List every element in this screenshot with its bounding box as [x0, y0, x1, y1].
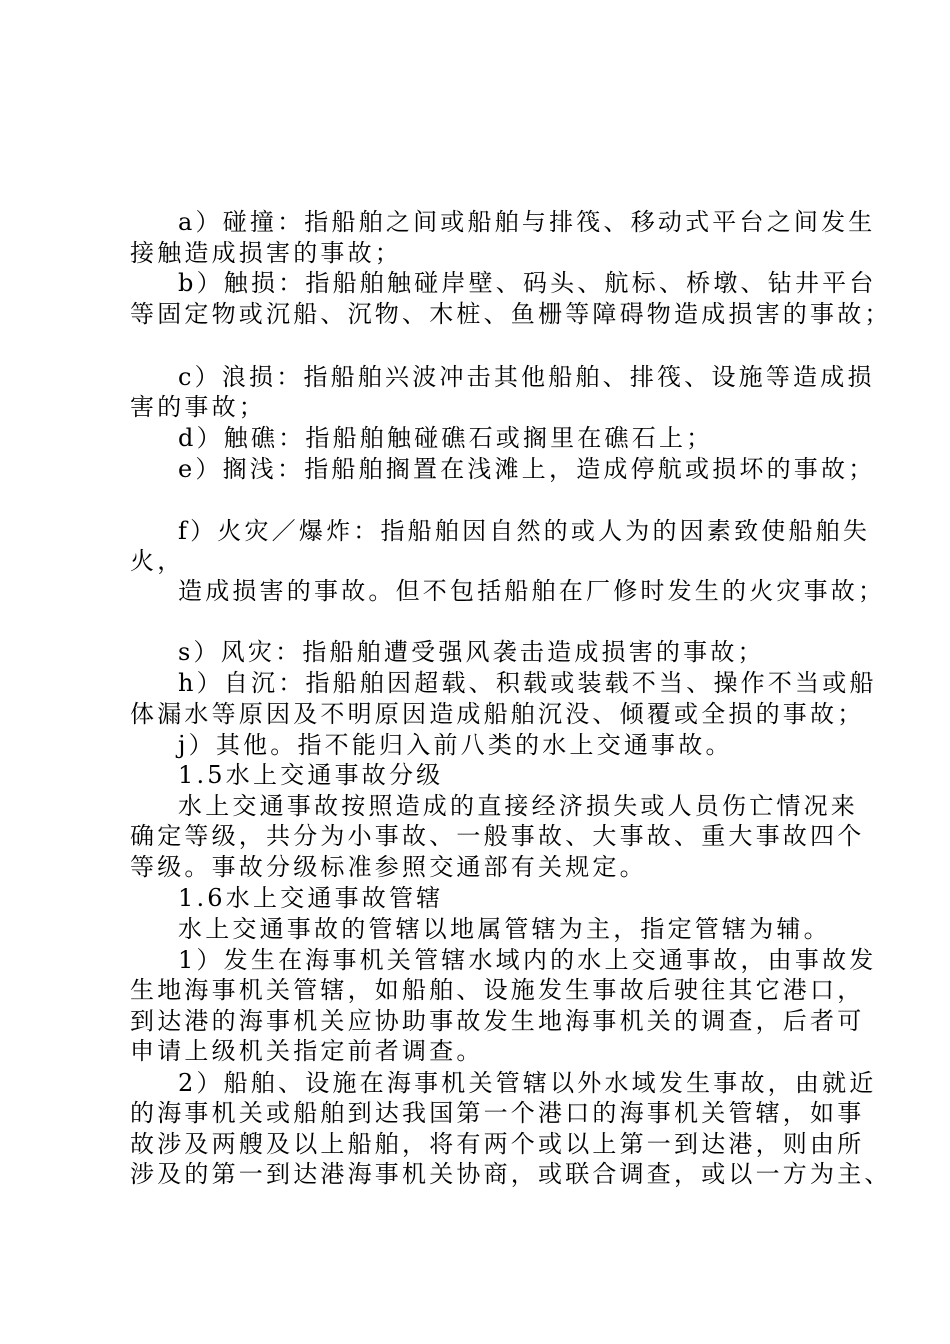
paragraph-jurisdiction-1-line-4: 申请上级机关指定前者调查。: [130, 1037, 484, 1065]
section-heading-1-6: 1.6水上交通事故管辖: [178, 884, 444, 912]
paragraph-fire-line-3: 造成损害的事故。但不包括船舶在厂修时发生的火灾事故；: [178, 577, 886, 605]
paragraph-collision-line-1: a）碰撞：指船舶之间或船舶与排筏、移动式平台之间发生: [178, 208, 876, 236]
paragraph-self-sinking-line-1: h）自沉：指船舶因超载、积载或装载不当、操作不当或船: [178, 669, 877, 697]
paragraph-collision-line-2: 接触造成损害的事故；: [130, 239, 402, 267]
paragraph-classification-line-1: 水上交通事故按照造成的直接经济损失或人员伤亡情况来: [178, 792, 858, 820]
paragraph-fire-line-1: f）火灾／爆炸：指船舶因自然的或人为的因素致使船舶失: [178, 517, 871, 545]
paragraph-contact-damage-line-2: 等固定物或沉船、沉物、木桩、鱼栅等障碍物造成损害的事故；: [130, 300, 892, 328]
paragraph-jurisdiction-2-line-2: 的海事机关或船舶到达我国第一个港口的海事机关管辖，如事: [130, 1099, 865, 1127]
paragraph-reef-strike: d）触礁：指船舶触碰礁石或搁里在礁石上；: [178, 424, 714, 452]
paragraph-jurisdiction-1-line-2: 生地海事机关管辖，如船舶、设施发生事故后驶往其它港口，: [130, 976, 865, 1004]
section-heading-1-5: 1.5水上交通事故分级: [178, 761, 444, 789]
paragraph-classification-line-3: 等级。事故分级标准参照交通部有关规定。: [130, 853, 647, 881]
paragraph-classification-line-2: 确定等级，共分为小事故、一般事故、大事故、重大事故四个: [130, 822, 865, 850]
paragraph-jurisdiction-1-line-3: 到达港的海事机关应协助事故发生地海事机关的调查，后者可: [130, 1007, 865, 1035]
paragraph-wave-damage-line-1: c）浪损：指船舶兴波冲击其他船舶、排筏、设施等造成损: [178, 363, 875, 391]
paragraph-grounding: e）搁浅：指船舶搁置在浅滩上，造成停航或损坏的事故；: [178, 455, 876, 483]
paragraph-contact-damage-line-1: b）触损：指船舶触碰岸壁、码头、航标、桥墩、钻井平台: [178, 269, 877, 297]
paragraph-jurisdiction-intro: 水上交通事故的管辖以地属管辖为主，指定管辖为辅。: [178, 915, 831, 943]
paragraph-jurisdiction-2-line-4: 涉及的第一到达港海事机关协商，或联合调查，或以一方为主、: [130, 1160, 892, 1188]
paragraph-self-sinking-line-2: 体漏水等原因及不明原因造成船舶沉没、倾覆或全损的事故；: [130, 700, 865, 728]
paragraph-jurisdiction-2-line-1: 2）船舶、设施在海事机关管辖以外水域发生事故，由就近: [178, 1069, 877, 1097]
paragraph-jurisdiction-2-line-3: 故涉及两艘及以上船舶，将有两个或以上第一到达港，则由所: [130, 1130, 865, 1158]
paragraph-wave-damage-line-2: 害的事故；: [130, 393, 266, 421]
paragraph-fire-line-2: 火，: [130, 547, 185, 575]
paragraph-other: j）其他。指不能归入前八类的水上交通事故。: [178, 731, 733, 759]
paragraph-jurisdiction-1-line-1: 1）发生在海事机关管辖水域内的水上交通事故，由事故发: [178, 946, 877, 974]
paragraph-wind-disaster: s）风灾：指船舶遭受强风袭击造成损害的事故；: [178, 638, 765, 666]
